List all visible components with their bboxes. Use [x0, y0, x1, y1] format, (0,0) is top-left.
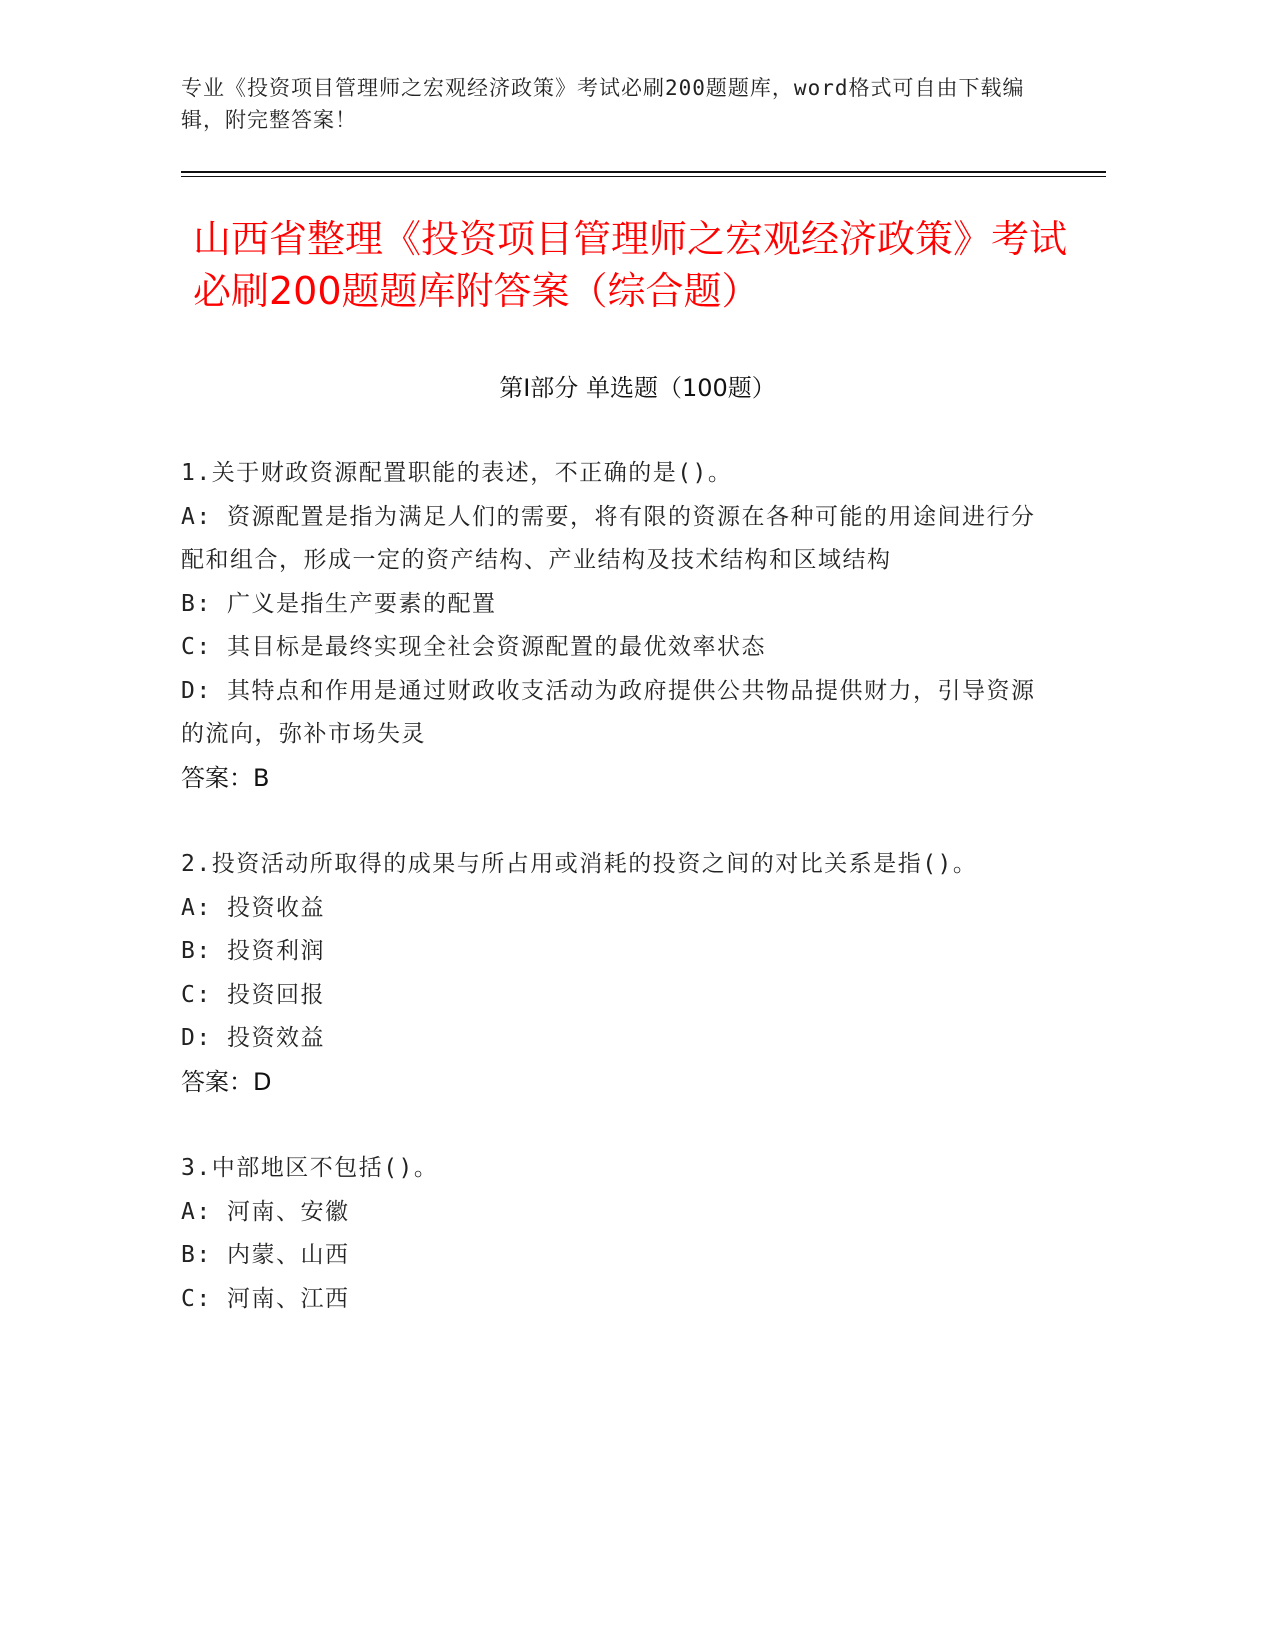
option-c: C: 河南、江西	[181, 1285, 350, 1312]
question-list	[181, 452, 1051, 1364]
option-a: A: 资源配置是指为满足人们的需要，将有限的资源在各种可能的用途间进行分配和组合，形成一定的资产结构、产业结构及技术结构和区域结构	[181, 503, 1036, 573]
header-rule-thick	[181, 171, 1106, 173]
option-c: C: 投资回报	[181, 981, 326, 1008]
header-rule-thin	[181, 176, 1106, 177]
header-note: 专业《投资项目管理师之宏观经济政策》考试必刷200题题库，word格式可自由下载编辑，附完整答案！	[181, 76, 1025, 132]
question-item	[181, 452, 1051, 800]
option-b: B: 广义是指生产要素的配置	[181, 590, 497, 617]
question-text: 2.投资活动所取得的成果与所占用或消耗的投资之间的对比关系是指()。	[181, 851, 978, 877]
question-item	[181, 1147, 1051, 1321]
option-b: B: 内蒙、山西	[181, 1242, 350, 1268]
answer-line: 答案：B	[181, 763, 270, 792]
option-c: C: 其目标是最终实现全社会资源配置的最优效率状态	[181, 634, 767, 660]
document-title: 山西省整理《投资项目管理师之宏观经济政策》考试必刷200题题库附答案（综合题）	[193, 217, 1068, 313]
question-text: 3.中部地区不包括()。	[181, 1155, 439, 1181]
option-a: A: 河南、安徽	[181, 1198, 350, 1225]
option-a: A: 投资收益	[181, 894, 326, 921]
option-b: B: 投资利润	[181, 938, 326, 964]
section-heading: 第Ⅰ部分 单选题（100题）	[499, 374, 776, 402]
option-d: D: 其特点和作用是通过财政收支活动为政府提供公共物品提供财力，引导资源的流向，弥补市场失灵	[181, 677, 1036, 747]
question-text: 1.关于财政资源配置职能的表述，不正确的是()。	[181, 460, 733, 486]
question-item	[181, 843, 1051, 1104]
option-d: D: 投资效益	[181, 1025, 326, 1051]
answer-line: 答案：D	[181, 1067, 272, 1096]
